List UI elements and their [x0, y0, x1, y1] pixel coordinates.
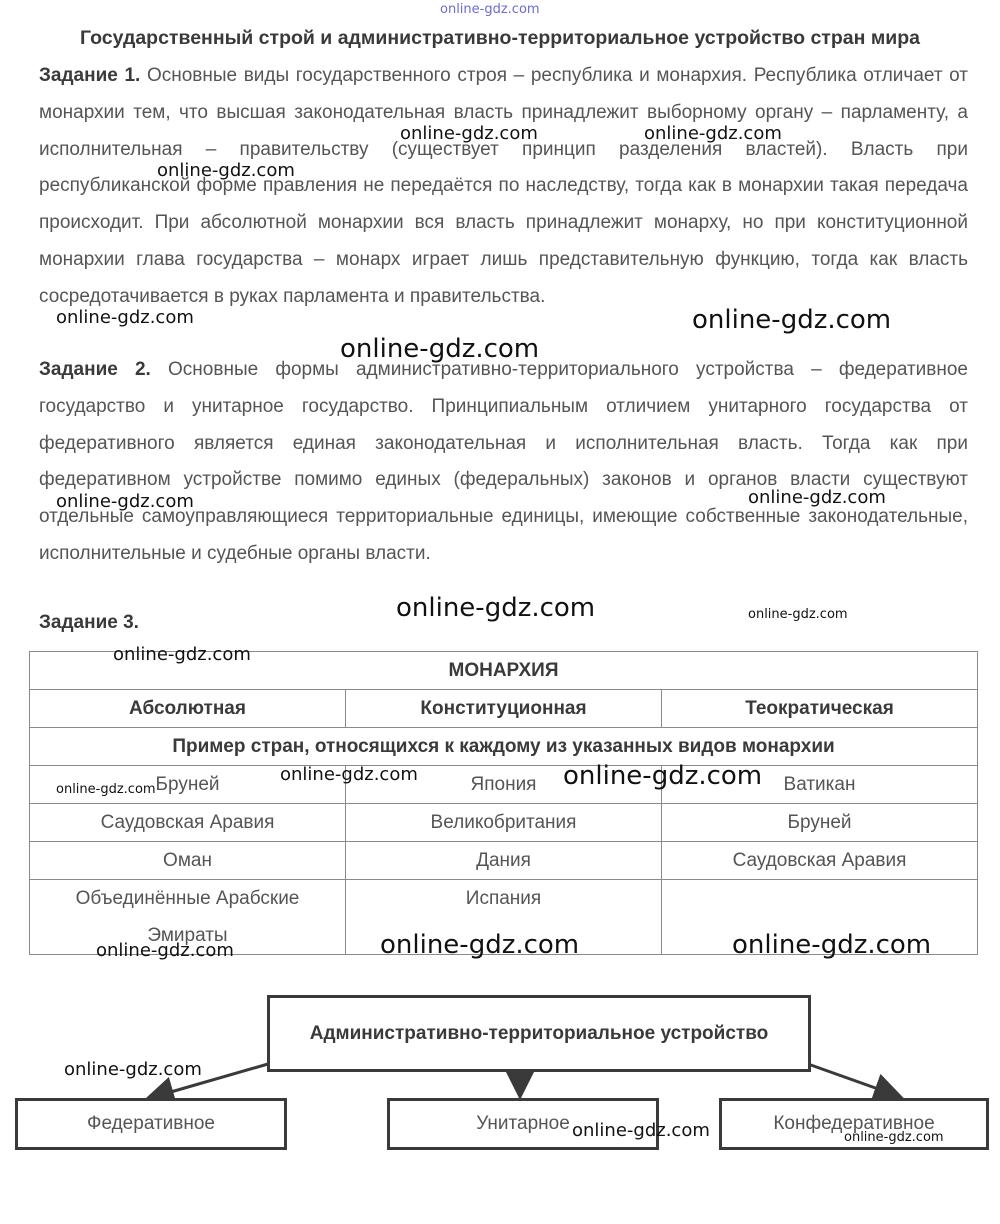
- task1-paragraph: [39, 58, 968, 316]
- watermark: online-gdz.com: [732, 930, 932, 960]
- column-header: Теократическая: [662, 690, 978, 728]
- watermark: online-gdz.com: [64, 1059, 202, 1080]
- column-header: Абсолютная: [30, 690, 346, 728]
- task1-text: Основные виды государственного строя – республика и монархия. Республика отличает от монархии тем, что высшая законодательная власть принадлежит выборному органу – парламенту, а исполнительная – правительству (существует принцип разделения властей). Власть при республиканской форме правления не передаётся по наследству, тогда как в монархии такая передача происходит. При абсолютной монархии вся власть принадлежит монарху, но при конституционной монархии глава государства – монарх играет лишь представительную функцию, тогда как власть сосредотачивается в руках парламента и правительства.: [39, 65, 968, 307]
- task1-label: Задание 1.: [39, 65, 141, 86]
- watermark: online-gdz.com: [96, 940, 234, 961]
- watermark: online-gdz.com: [748, 487, 886, 508]
- task3-label: Задание 3.: [39, 612, 139, 633]
- watermark: online-gdz.com: [400, 123, 538, 144]
- table-cell: Саудовская Аравия: [30, 804, 346, 842]
- table-cell: Бруней: [662, 804, 978, 842]
- table-cell: [662, 880, 978, 955]
- diagram-root-box: Административно-территориальное устройство: [267, 995, 811, 1072]
- column-header: Конституционная: [346, 690, 662, 728]
- watermark: online-gdz.com: [396, 593, 596, 623]
- watermark: online-gdz.com: [280, 764, 418, 785]
- table-cell: Ватикан: [662, 766, 978, 804]
- watermark: online-gdz.com: [157, 160, 295, 181]
- page-title: Государственный строй и административно-территориальное устройство стран мира: [80, 27, 920, 49]
- monarchy-table: [29, 651, 978, 955]
- watermark: online-gdz.com: [440, 2, 540, 17]
- diagram-box-confederative: Конфедеративное: [719, 1098, 989, 1150]
- task2-text: Основные формы административно-территориального устройства – федеративное государство и унитарное государство. Принципиальным отличием унитарного государства от федеративного является единая законодательная и исполнительная власть. Тогда как при федеративном устройстве помимо единых (федеральных) законов и органов власти существуют отдельные самоуправляющиеся территориальные единицы, имеющие собственные законодательные, исполнительные и судебные органы власти.: [39, 359, 969, 564]
- watermark: online-gdz.com: [340, 334, 540, 364]
- table-cell: Япония: [346, 766, 662, 804]
- watermark: online-gdz.com: [56, 491, 194, 512]
- watermark: online-gdz.com: [113, 644, 251, 665]
- diagram-box-federative: Федеративное: [15, 1098, 287, 1150]
- task2-label: Задание 2.: [39, 359, 151, 380]
- watermark: online-gdz.com: [644, 123, 782, 144]
- watermark: online-gdz.com: [380, 930, 580, 960]
- table-row: [30, 880, 978, 955]
- watermark: online-gdz.com: [692, 305, 892, 335]
- territorial-structure-diagram: [0, 990, 1000, 1170]
- watermark: online-gdz.com: [748, 607, 848, 622]
- watermark: online-gdz.com: [572, 1120, 710, 1141]
- table-cell: Великобритания: [346, 804, 662, 842]
- arrow-left: [150, 1064, 268, 1098]
- table-cell: Дания: [346, 842, 662, 880]
- table-cell: Оман: [30, 842, 346, 880]
- table-cell: Саудовская Аравия: [662, 842, 978, 880]
- table-cell: Испания: [346, 880, 662, 955]
- table-cell: Объединённые Арабские Эмираты: [30, 880, 346, 955]
- table-subtitle: Пример стран, относящихся к каждому из указанных видов монархии: [30, 728, 978, 766]
- watermark: online-gdz.com: [56, 307, 194, 328]
- task2-paragraph: [39, 352, 968, 573]
- table-row: [30, 804, 978, 842]
- table-row: [30, 842, 978, 880]
- table-title: МОНАРХИЯ: [30, 652, 978, 690]
- table-cell: Бруней: [30, 766, 346, 804]
- watermark: online-gdz.com: [56, 782, 156, 797]
- arrow-right: [808, 1064, 898, 1096]
- watermark: online-gdz.com: [563, 761, 763, 791]
- table-row: [30, 766, 978, 804]
- watermark: online-gdz.com: [844, 1130, 944, 1145]
- diagram-box-unitary: Унитарное: [387, 1098, 659, 1150]
